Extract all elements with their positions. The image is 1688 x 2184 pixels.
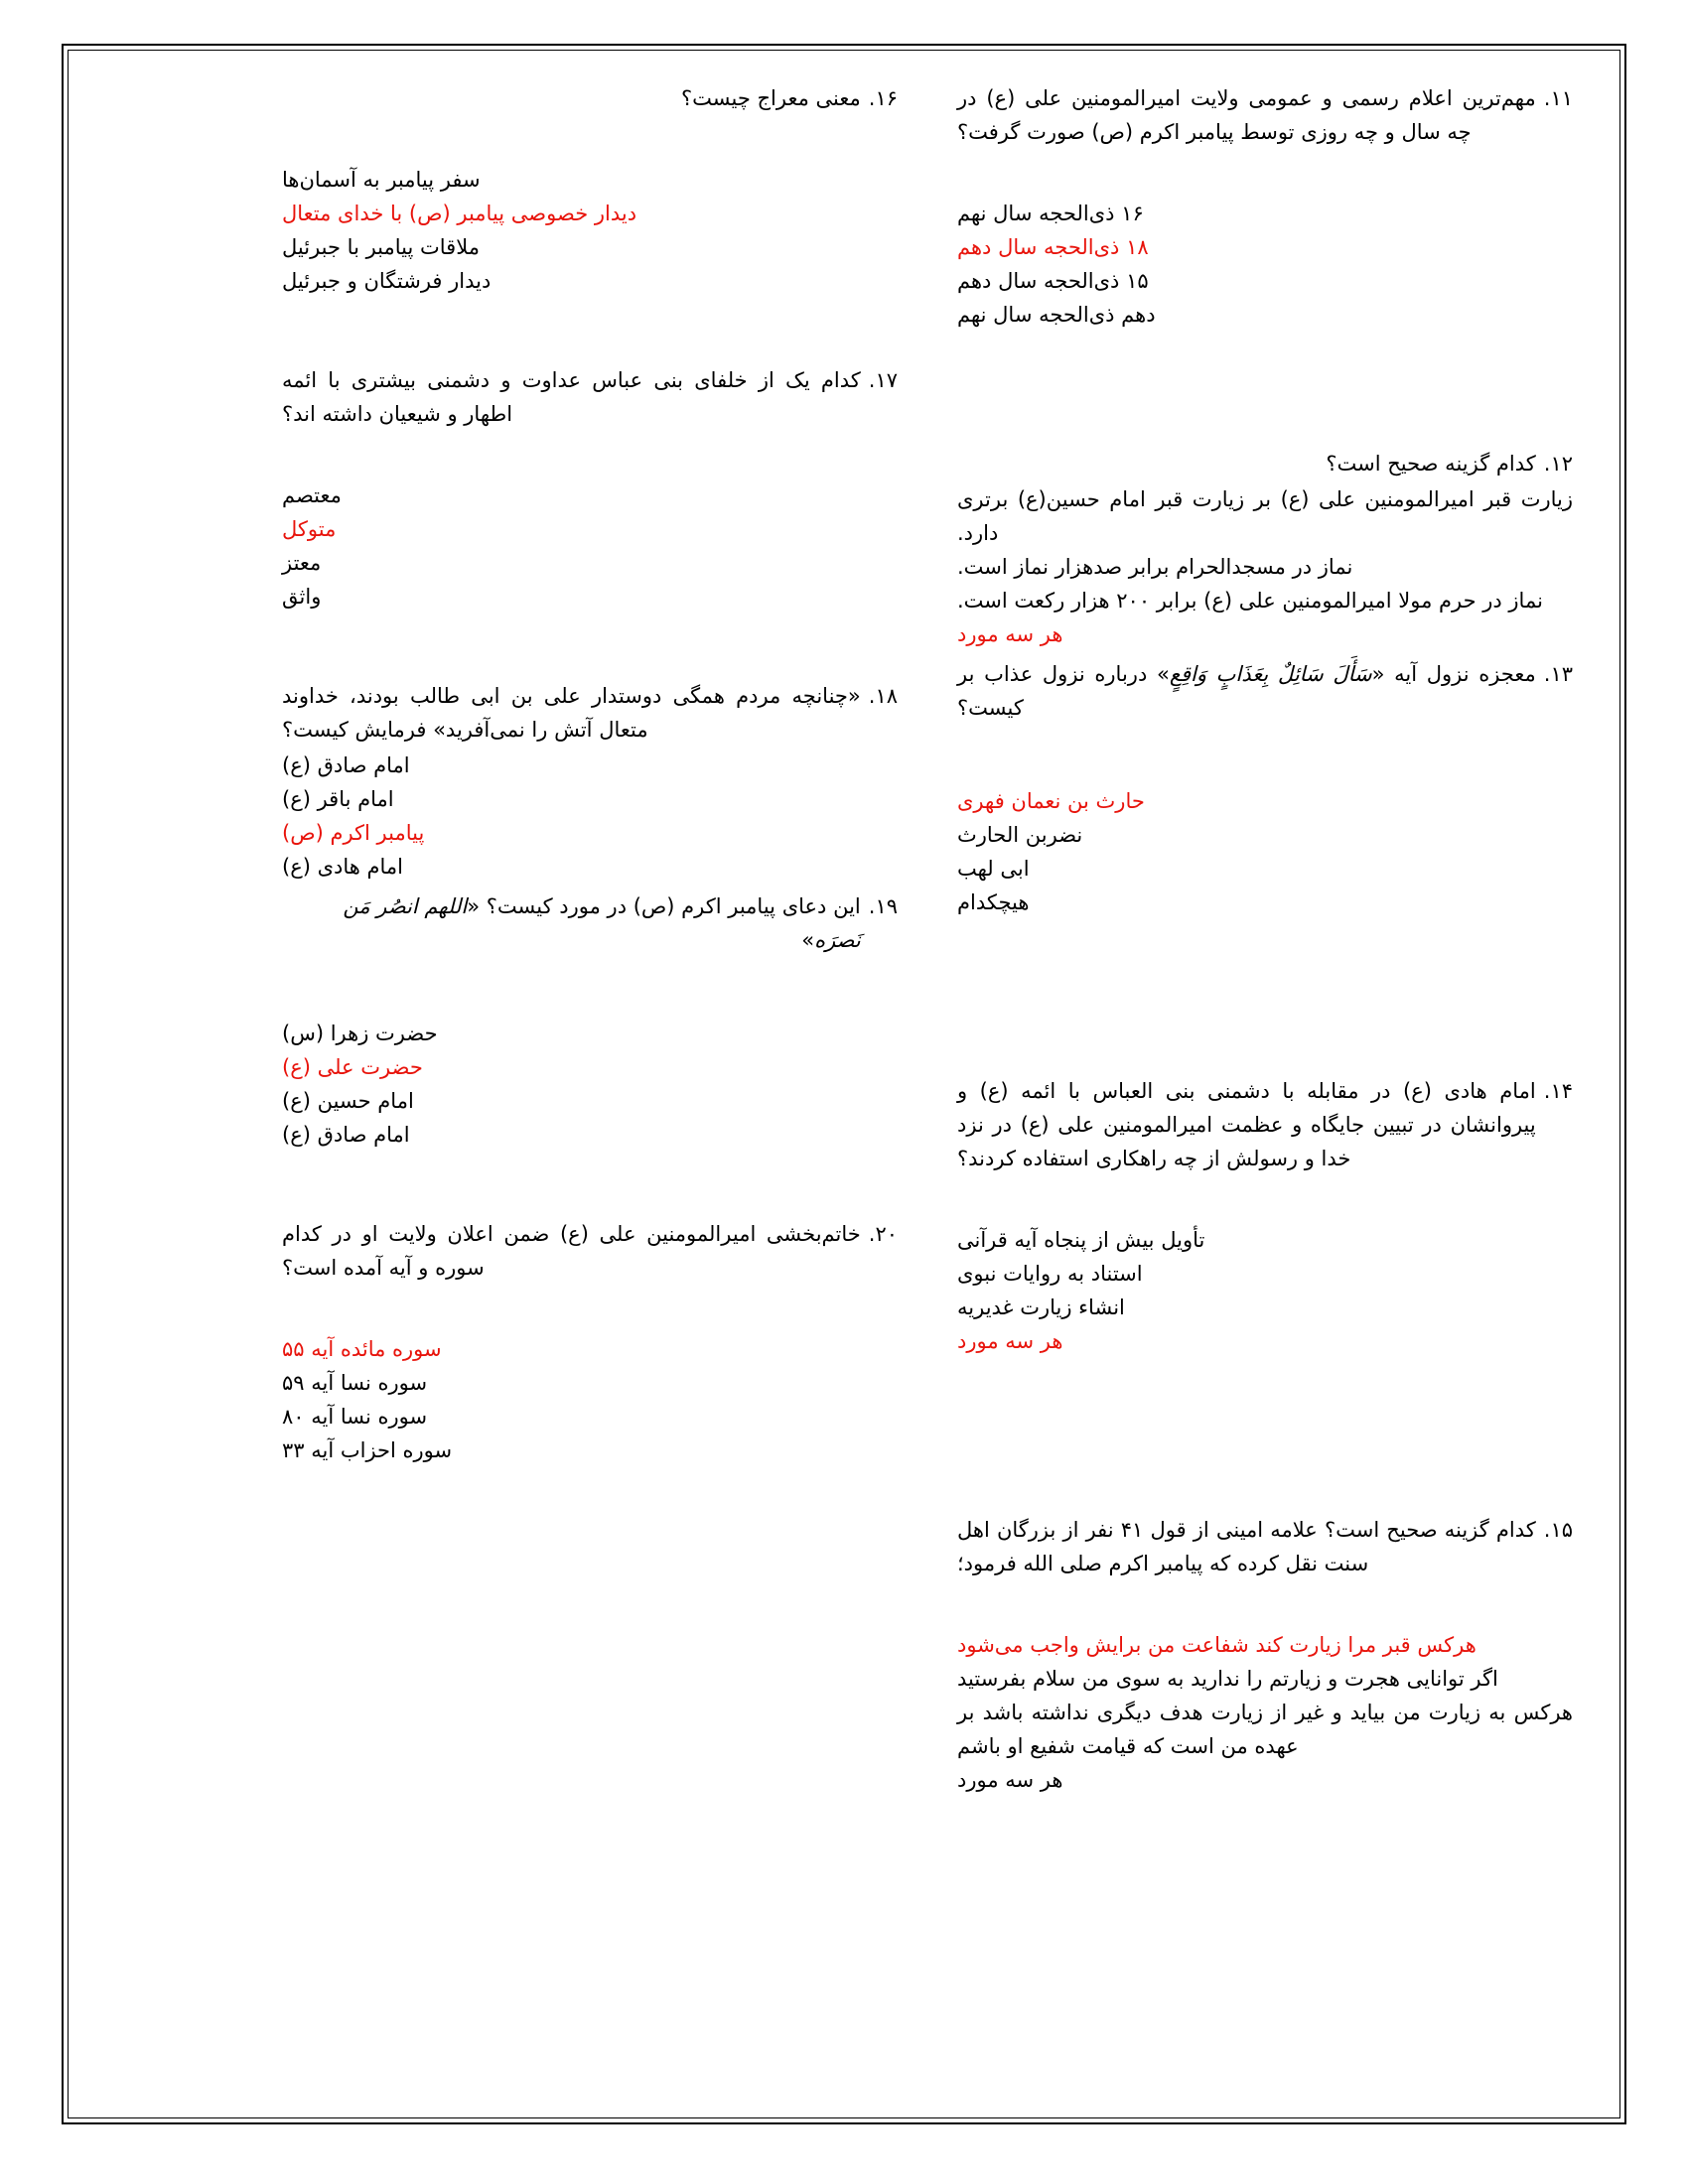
option-item-correct[interactable]: پیامبر اکرم (ص) <box>282 821 425 846</box>
question-text: کدام یک از خلفای بنی عباس عداوت و دشمنی بیشتری با ائمه اطهار و شیعیان داشته اند؟ <box>282 368 861 427</box>
option-item[interactable]: دهم ذی‌الحجه سال نهم <box>957 303 1156 328</box>
question-text: خاتم‌بخشی امیرالمومنین علی (ع) ضمن اعلان ولایت او در کدام سوره و آیه آمده است؟ <box>282 1222 861 1281</box>
question-stem <box>957 1513 1573 1580</box>
option-item-correct[interactable]: دیدار خصوصی پیامبر (ص) با خدای متعال <box>282 202 637 226</box>
option-item[interactable]: امام باقر (ع) <box>282 787 394 812</box>
options-list <box>282 478 898 614</box>
question-stem <box>282 363 898 431</box>
option-item[interactable]: تأویل بیش از پنجاه آیه قرآنی <box>957 1228 1205 1253</box>
option-item[interactable]: ابی لهب <box>957 857 1030 882</box>
option-item[interactable]: هرکس به زیارت من بیاید و غیر از زیارت هدف دیگری نداشته باشد بر عهده من است که قیامت شفیع او باشم <box>957 1701 1573 1759</box>
option-item[interactable]: انشاء زیارت غدیریه <box>957 1296 1125 1320</box>
question-number: ۱۲. <box>1543 452 1573 477</box>
question-number: ۱۴. <box>1543 1079 1573 1104</box>
question-number: ۲۰. <box>868 1222 898 1247</box>
question-number: ۱۵. <box>1543 1518 1573 1543</box>
option-item[interactable]: حضرت زهرا (س) <box>282 1022 438 1046</box>
question-text <box>282 889 861 957</box>
option-item-correct[interactable]: هر سه مورد <box>957 622 1063 647</box>
question-20 <box>282 1217 898 1467</box>
option-item[interactable]: امام صادق (ع) <box>282 753 410 778</box>
option-item[interactable]: ۱۵ ذی‌الحجه سال دهم <box>957 269 1149 294</box>
question-11 <box>957 81 1573 332</box>
option-item[interactable]: هیچکدام <box>957 890 1030 915</box>
question-text: مهم‌ترین اعلام رسمی و عمومی ولایت امیرالمومنین علی (ع) در چه سال و چه روزی توسط پیامبر اکرم (ص) صورت گرفت؟ <box>957 86 1536 145</box>
option-item-correct[interactable]: ۱۸ ذی‌الحجه سال دهم <box>957 235 1149 260</box>
dua-text: اللهم انصُر مَن نَصرَه <box>343 894 861 953</box>
option-item[interactable]: سوره نسا آیه ۵۹ <box>282 1371 428 1396</box>
option-item[interactable]: واثق <box>282 585 322 610</box>
options-list <box>957 1628 1573 1797</box>
question-number: ۱۱. <box>1543 86 1573 110</box>
question-stem <box>957 447 1573 480</box>
question-18 <box>282 679 898 884</box>
options-list <box>282 163 898 298</box>
option-item[interactable]: سوره احزاب آیه ۳۳ <box>282 1438 453 1463</box>
question-text-before: معجزه نزول آیه « <box>1371 662 1536 687</box>
option-item[interactable]: سفر پیامبر به آسمان‌ها <box>282 168 481 193</box>
option-item[interactable]: هر سه مورد <box>957 1768 1063 1793</box>
question-text: «چنانچه مردم همگی دوستدار علی بن ابی طالب بودند، خداوند متعال آتش را نمی‌آفرید» فرمایش کیست؟ <box>282 684 861 743</box>
options-list <box>957 197 1573 332</box>
question-text: کدام گزینه صحیح است؟ <box>1326 452 1536 477</box>
option-item-correct[interactable]: سوره مائده آیه ۵۵ <box>282 1337 442 1362</box>
question-text <box>957 657 1536 725</box>
question-text: کدام گزینه صحیح است؟ علامه امینی از قول ۴۱ نفر از بزرگان اهل سنت نقل کرده که پیامبر اکرم صلی الله فرمود؛ <box>957 1518 1536 1576</box>
question-text-after: » <box>801 928 815 953</box>
option-item[interactable]: امام حسین (ع) <box>282 1089 414 1114</box>
question-number: ۱۹. <box>868 894 898 919</box>
option-item[interactable]: اگر توانایی هجرت و زیارتم را ندارید به سوی من سلام بفرستید <box>957 1667 1498 1692</box>
options-list <box>282 1017 898 1152</box>
question-text: امام هادی (ع) در مقابله با دشمنی بنی العباس با ائمه (ع) و پیروانشان در تبیین جایگاه و عظمت امیرالمومنین علی (ع) در نزد خدا و رسولش از چه راهکاری استفاده کردند؟ <box>957 1079 1536 1171</box>
question-stem <box>282 1217 898 1285</box>
column-right <box>957 81 1573 1804</box>
options-list <box>957 784 1573 919</box>
question-19 <box>282 889 898 1152</box>
option-item[interactable]: امام صادق (ع) <box>282 1123 410 1148</box>
question-stem <box>957 1074 1573 1175</box>
option-item-correct[interactable]: حضرت علی (ع) <box>282 1055 423 1080</box>
question-13 <box>957 657 1573 919</box>
column-left <box>282 81 898 1804</box>
option-item-correct[interactable]: متوکل <box>282 517 337 542</box>
question-number: ۱۷. <box>868 368 898 393</box>
option-item[interactable]: نماز در مسجدالحرام برابر صدهزار نماز است. <box>957 555 1353 580</box>
question-15 <box>957 1513 1573 1797</box>
question-stem <box>282 679 898 747</box>
option-item[interactable]: سوره نسا آیه ۸۰ <box>282 1405 428 1430</box>
question-number: ۱۳. <box>1543 662 1573 687</box>
question-stem <box>282 889 898 957</box>
options-list <box>282 1332 898 1467</box>
options-list <box>957 482 1573 651</box>
quran-verse: سَأَلَ سَائِلٌ بِعَذَابٍ وَاقِعٍ <box>1169 662 1372 687</box>
option-item-correct[interactable]: هر سه مورد <box>957 1329 1063 1354</box>
option-item-correct[interactable]: حارث بن نعمان فهری <box>957 789 1145 814</box>
question-number: ۱۸. <box>868 684 898 709</box>
option-item[interactable]: زیارت قبر امیرالمومنین علی (ع) بر زیارت قبر امام حسین(ع) برتری دارد. <box>957 487 1573 546</box>
question-stem <box>957 81 1573 149</box>
option-item[interactable]: استناد به روایات نبوی <box>957 1262 1143 1287</box>
option-item[interactable]: معتصم <box>282 483 342 508</box>
question-text-after: » درباره نزول عذاب بر کیست؟ <box>957 662 1170 721</box>
question-number: ۱۶. <box>868 86 898 110</box>
question-17 <box>282 363 898 614</box>
option-item[interactable]: امام هادی (ع) <box>282 855 404 880</box>
option-item[interactable]: دیدار فرشتگان و جبرئیل <box>282 269 492 294</box>
option-item[interactable]: ۱۶ ذی‌الحجه سال نهم <box>957 202 1144 226</box>
options-list <box>282 749 898 884</box>
option-item-correct[interactable]: هرکس قبر مرا زیارت کند شفاعت من برایش واجب می‌شود <box>957 1633 1477 1658</box>
question-12 <box>957 447 1573 651</box>
option-item[interactable]: نضربن الحارث <box>957 823 1083 848</box>
question-14 <box>957 1074 1573 1358</box>
option-item[interactable]: ملاقات پیامبر با جبرئیل <box>282 235 480 260</box>
question-text: معنی معراج چیست؟ <box>681 86 861 110</box>
option-item[interactable]: نماز در حرم مولا امیرالمومنین علی (ع) برابر ۲۰۰ هزار رکعت است. <box>957 589 1543 614</box>
two-column-layout <box>60 52 1628 1804</box>
question-stem <box>957 657 1573 725</box>
question-text-before: این دعای پیامبر اکرم (ص) در مورد کیست؟ « <box>467 894 861 919</box>
question-stem <box>282 81 898 115</box>
question-16 <box>282 81 898 298</box>
options-list <box>957 1223 1573 1358</box>
option-item[interactable]: معتز <box>282 551 322 576</box>
